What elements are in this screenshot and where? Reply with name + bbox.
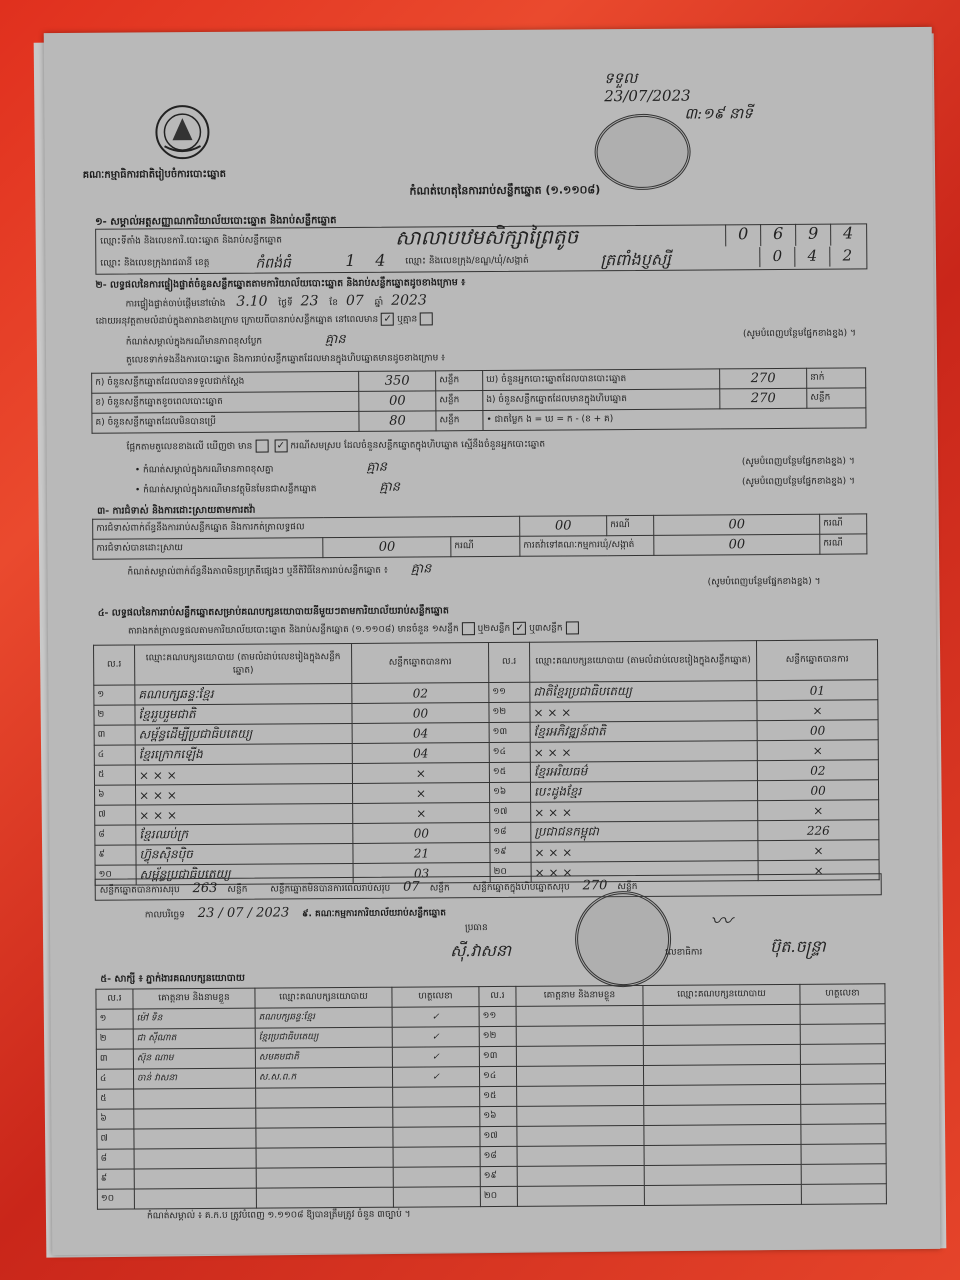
table-cell: ៦: [97, 1109, 134, 1129]
table-cell: × × ×: [531, 841, 758, 863]
table-cell: ១៩: [490, 842, 531, 862]
table-cell: ហ៊្វុនស៊ិនប៉ិច: [136, 843, 353, 865]
table-cell: [801, 1164, 886, 1185]
table-cell: គណបក្សឆន្ទៈខ្មែរ: [255, 1007, 392, 1028]
table-cell: ប្រជាជនកម្ពុជា: [531, 821, 758, 843]
table-cell: [256, 1187, 393, 1208]
table-cell: សម្ព័ន្ធប្រជាធិបតេយ្យ: [136, 863, 353, 885]
table-cell: [134, 1188, 256, 1209]
table-cell: ខ្មែររួបរួមជាតិ: [135, 703, 352, 725]
table-cell: ៧: [97, 1129, 134, 1149]
figures-row: គ) ចំនួនសន្លឹកឆ្នោតដែលមិនបានប្រើ 80 សន្លឹក • ជាតម្លៃក ង = ឃ = ក - (ខ + គ): [92, 408, 866, 433]
table-cell: ៨: [95, 825, 136, 845]
village-digit-2: 4: [375, 250, 386, 270]
table-cell: [516, 1005, 643, 1026]
table-cell: [256, 1147, 393, 1168]
table-cell: [801, 1184, 886, 1205]
table-cell: ១០: [97, 1189, 134, 1209]
section3-title: ៣- ការជំទាស់ និងការដោះស្រាយតាមការតវ៉ា: [97, 504, 256, 517]
table-cell: ១១: [479, 1006, 516, 1026]
table-cell: ជា ស៊ីណាត: [133, 1028, 255, 1049]
table-cell: 00: [353, 823, 490, 844]
table-cell: [393, 1147, 480, 1168]
station-value: សាលាបឋមសិក្សាព្រៃតូច: [395, 224, 579, 250]
table-cell: [516, 1045, 643, 1066]
figures-result-line: ផ្អែកតាមតួលេខខាងលើ ឃើញថា មាន ✓ ករណីសមស្រប ដែលចំនួនសន្លឹកឆ្នោតក្នុងហិបឆ្នោត ស្មើនឹងចំនួនអ្នកបោះឆ្នោត: [126, 439, 546, 453]
table-cell: ១៥: [480, 1086, 517, 1106]
table-cell: [801, 1104, 886, 1125]
table-cell: [134, 1148, 256, 1169]
table-cell: ២០: [490, 862, 531, 882]
table-cell: ១: [94, 685, 135, 705]
table-cell: 00: [352, 703, 489, 724]
table-cell: 01: [757, 680, 878, 701]
table-cell: [393, 1087, 480, 1108]
foreign-object-note: • កំណត់សម្គាល់ក្នុងករណីមានវត្ថុមិនមែនជាសន្លឹកឆ្នោត គ្មាន (សូមបំពេញបន្ថែមផ្នែកខាងខ្នង) ។: [134, 476, 855, 496]
election-form-sheet: [44, 27, 941, 1255]
table-cell: ៥: [97, 1089, 134, 1109]
count-start-line: ការផ្ទៀងផ្ទាត់ចាប់ផ្តើមនៅម៉ោង 3.10 ថ្ងៃទី 23 ខែ 07 ឆ្នាំ 2023: [125, 292, 427, 310]
table-cell: [517, 1185, 644, 1206]
table-cell: ×: [352, 783, 489, 804]
commune-label: ឈ្មោះ និងលេខក្រុង/ខណ្ឌ/ឃុំ/សង្កាត់: [405, 255, 529, 267]
secretary-name: ប៊ុត.ចន្ទ្រា: [770, 936, 826, 957]
has-checkbox[interactable]: ✓: [381, 313, 394, 326]
table-cell: សម្ព័ន្ធដើម្បីប្រជាធិបតេយ្យ: [135, 723, 352, 745]
table-cell: ខ្មែរក្រោកឡើង: [135, 743, 352, 765]
section4-subtitle: តារាងកត់ត្រាលទ្ធផលតាមការិយាល័យបោះឆ្នោត និងរាប់សន្លឹកឆ្នោត (១.១១០៨) មានចំនួន ១សន្លឹក ឬ២សន្លឹក ✓ ឬ៣សន្លឹក: [128, 621, 582, 638]
table-cell: ១៦: [480, 1106, 517, 1126]
receipt-note: ទទួល 23/07/2023 ៣:១៩ នាទី: [604, 68, 753, 123]
discrepancy-note: កំណត់សម្គាល់ក្នុងករណីមានភាពខុសប្លែក គ្មាន (សូមបំពេញបន្ថែមផ្នែកខាងខ្នង) ។: [125, 328, 856, 348]
committee-seal-icon: [575, 891, 672, 988]
table-cell: ១៨: [480, 1146, 517, 1166]
table-cell: [134, 1088, 256, 1109]
form-title: កំណត់ហេតុនៃការរាប់សន្លឹកឆ្នោត (១.១១០៨): [409, 183, 601, 198]
table-cell: × × ×: [531, 801, 758, 823]
figures-table: [91, 367, 866, 433]
table-cell: ខ្មែរអរិយធម៌: [530, 761, 757, 783]
table-cell: បេះដូងខ្មែរ: [530, 781, 757, 803]
secretary-label: លេខាធិការ: [665, 947, 703, 958]
table-cell: [644, 1104, 801, 1125]
org-name: គណៈកម្មាធិការជាតិរៀបចំការបោះឆ្នោត: [82, 168, 227, 181]
chair-label: ប្រធាន: [464, 923, 488, 934]
table-cell: [256, 1107, 393, 1128]
totals-line: សន្លឹកឆ្នោតបានការសរុប 263 សន្លឹក សន្លឹកឆ្នោតមិនបានការពេលរាប់សរុប 07 សន្លឹក សន្លឹកឆ្នោតក្នុងហិបឆ្នោតសរុប 270 សន្លឹក: [95, 873, 882, 900]
section4-title: ៤- លទ្ធផលនៃការរាប់សន្លឹកឆ្នោតសម្រាប់គណបក្សនយោបាយនីមួយៗតាមការិយាល័យរាប់សន្លឹកឆ្នោត: [97, 605, 449, 619]
table-cell: [643, 1004, 800, 1025]
table-cell: ×: [757, 700, 878, 721]
table-cell: ២: [94, 705, 135, 725]
table-cell: ×: [758, 800, 879, 821]
table-cell: 04: [352, 723, 489, 744]
table-cell: ×: [353, 803, 490, 824]
table-cell: ១៨: [490, 822, 531, 842]
table-cell: × × ×: [135, 783, 352, 805]
table-cell: ខ្មែរឈប់ក្រ: [136, 823, 353, 845]
table-cell: ជាតិខ្មែរប្រជាធិបតេយ្យ: [530, 681, 757, 703]
table-cell: 00: [757, 780, 878, 801]
none-checkbox[interactable]: [420, 312, 433, 325]
table-cell: ✓: [392, 1067, 479, 1088]
village-digit-1: 1: [345, 250, 356, 271]
table-cell: ខ្មែរប្រជាធិបតេយ្យ: [255, 1027, 392, 1048]
table-cell: ×: [758, 860, 879, 881]
section1-title: ១- សម្គាល់អត្តសញ្ញាណការិយាល័យបោះឆ្នោត និងរាប់សន្លឹកឆ្នោត: [95, 215, 337, 228]
village-value: កំពង់ធំ: [255, 255, 291, 272]
table-cell: [801, 1124, 886, 1145]
objections-fill-hint: (សូមបំពេញបន្ថែមផ្នែកខាងខ្នង) ។: [707, 576, 821, 588]
table-cell: [393, 1167, 480, 1188]
table-cell: × × ×: [135, 763, 352, 785]
table-cell: ៩: [95, 845, 136, 865]
village-label: ឈ្មោះ និងលេខក្រុងរាជធានី ខេត្ត: [100, 257, 210, 269]
objections-note: កំណត់សម្គាល់ពាក់ព័ន្ធនឹងភាពមិនប្រក្រតីផ្សេងៗ ឬនីតិវិធីនៃការរាប់សន្លឹកឆ្នោត ៖ គ្មាន: [127, 561, 432, 578]
table-cell: [517, 1125, 644, 1146]
table-cell: × × ×: [531, 861, 758, 883]
table-cell: ម៉ៅ ទិន: [133, 1008, 255, 1029]
table-cell: ×: [757, 740, 878, 761]
table-cell: ១៧: [490, 802, 531, 822]
table-cell: [800, 1004, 885, 1025]
section2-title: ២- លទ្ធផលនៃការផ្ទៀងផ្ទាត់ចំនួនសន្លឹកឆ្នោតតាមការិយាល័យបោះឆ្នោត និងរាប់សន្លឹកឆ្នោតដូចខាងក្រោម ៖: [95, 277, 466, 291]
table-cell: [256, 1087, 393, 1108]
table-cell: 04: [352, 743, 489, 764]
table-cell: [644, 1124, 801, 1145]
figures-row: ក) ចំនួនសន្លឹកឆ្នោតដែលបានទទួលជាក់ស្តែង 350 សន្លឹក ឃ) ចំនួនអ្នកបោះឆ្នោតដែលបានបោះឆ្នោត 270 នាក់: [92, 368, 866, 393]
objections-table: ការជំទាស់ពាក់ព័ន្ធនឹងការរាប់សន្លឹកឆ្នោត និងការកត់ត្រាលទ្ធផល 00 ករណី 00 ករណី ការជំទាស់បានដោះស្រាយ 00 ករណី ការតវ៉ាទៅគណៈកម្មការឃុំ/សង្កាត់ 00 ករណី: [92, 513, 867, 559]
table-cell: ខ្មែរអភិវឌ្ឍន៍ជាតិ: [530, 721, 757, 743]
date-line: កាលបរិច្ឆេទ 23 / 07 / 2023 ៩. គណៈកម្មការការិយាល័យរាប់សន្លឹកឆ្នោត: [144, 905, 446, 922]
table-cell: [644, 1144, 801, 1165]
table-cell: 02: [757, 760, 878, 781]
table-cell: [393, 1187, 480, 1208]
table-cell: ១១: [489, 682, 530, 702]
table-cell: ១៣: [489, 722, 530, 742]
table-cell: [517, 1105, 644, 1126]
table-cell: [516, 1065, 643, 1086]
witness-table: ល.រ គោត្តនាម និងនាមខ្លួន ឈ្មោះគណបក្សនយោបាយ ហត្ថលេខា ល.រ គោត្តនាម និងនាមខ្លួន ឈ្មោះគណបក្សនយោបាយ ហត្ថលេខា ១ ម៉ៅ ទិន គណបក្សឆន្ទៈខ្មែរ ✓ ១១ ២ ជា ស៊ីណាត ខ្មែរប្រជាធិបតេយ្យ ✓ ១២ ៣ ស៊ុន ណាម សមគមជាតិ ✓ ១៣ ៤ ចាន់ វាសនា ស.ស.ព.ក ✓ ១៤ ៥ ១៥ ៦ ១៦ ៧ ១៧ ៨ ១៨ ៩ ១៩ ១០ ២០: [95, 983, 887, 1210]
section5-title: ៥- សាក្សី ៖ ភ្នាក់ងារគណបក្សនយោបាយ: [100, 972, 245, 985]
table-cell: [517, 1165, 644, 1186]
count-sentence: ដោយអនុវត្តតាមលំដាប់ក្នុងតារាងខាងក្រោម ក្រោយពីបានរាប់សន្លឹកឆ្នោត នៅពេលមាន ✓ ឬគ្មាន: [96, 312, 437, 328]
table-cell: [134, 1168, 256, 1189]
table-cell: [393, 1107, 480, 1128]
receipt-seal-icon: [594, 114, 691, 191]
signature-mark-icon: 〰: [709, 909, 733, 935]
table-cell: ៦: [94, 785, 135, 805]
table-cell: [643, 1024, 800, 1045]
table-cell: ១: [96, 1009, 133, 1029]
table-cell: [134, 1128, 256, 1149]
table-cell: [134, 1108, 256, 1129]
table-cell: 03: [353, 863, 490, 884]
table-cell: ១២: [489, 702, 530, 722]
table-row: [97, 1184, 886, 1210]
table-cell: [256, 1127, 393, 1148]
commune-value: ត្រពាំងប្ញស្សី: [600, 249, 671, 270]
table-cell: ១៤: [479, 1066, 516, 1086]
table-cell: [516, 1025, 643, 1046]
table-cell: ១៤: [489, 742, 530, 762]
table-cell: [517, 1085, 644, 1106]
table-cell: [800, 1044, 885, 1065]
table-cell: [393, 1127, 480, 1148]
table-cell: ស.ស.ព.ក: [255, 1067, 392, 1088]
table-cell: ×: [758, 840, 879, 861]
table-cell: ១២: [479, 1026, 516, 1046]
table-cell: ៩: [97, 1169, 134, 1189]
table-cell: ១៣: [479, 1046, 516, 1066]
table-cell: [256, 1167, 393, 1188]
table-cell: × × ×: [136, 803, 353, 825]
table-cell: ១៩: [480, 1166, 517, 1186]
table-cell: ៧: [95, 805, 136, 825]
table-cell: ៣: [96, 1049, 133, 1069]
station-digit-boxes-2: 0 4 2: [759, 246, 864, 267]
table-cell: 226: [758, 820, 879, 841]
difference-note: • កំណត់សម្គាល់ក្នុងករណីមានភាពខុសគ្នា គ្មាន (សូមបំពេញបន្ថែមផ្នែកខាងខ្នង) ។: [134, 456, 855, 476]
table-cell: ×: [352, 763, 489, 784]
table-cell: ៤: [94, 745, 135, 765]
table-cell: ១៦: [489, 782, 530, 802]
footer-note: កំណត់សម្គាល់ ៖ គ.ក.ប ត្រូវបំពេញ ១.១១០៨ ឱ្យបានត្រឹមត្រូវ ចំនួន ៣ច្បាប់ ។: [146, 1209, 411, 1222]
table-cell: [800, 1024, 885, 1045]
table-cell: ៣: [94, 725, 135, 745]
table-cell: [800, 1064, 885, 1085]
table-cell: ១៧: [480, 1126, 517, 1146]
station-digit-boxes: 0 6 9 4: [725, 223, 865, 246]
figures-intro: តួលេខទាក់ទងនឹងការបោះឆ្នោត និងការរាប់សន្លឹកឆ្នោតដែលមានក្នុងហិបឆ្នោតមានដូចខាងក្រោម ៖: [125, 353, 446, 366]
chair-name: ស៊ី.វាសនា: [450, 940, 512, 961]
table-cell: ✓: [392, 1007, 479, 1028]
table-cell: ៥: [94, 765, 135, 785]
table-cell: សមគមជាតិ: [255, 1047, 392, 1068]
table-cell: គណបក្សឆន្ទៈខ្មែរ: [135, 683, 352, 705]
table-cell: 02: [352, 683, 489, 704]
table-cell: ✓: [392, 1027, 479, 1048]
table-cell: [517, 1145, 644, 1166]
table-cell: [801, 1084, 886, 1105]
table-cell: [801, 1144, 886, 1165]
table-cell: [644, 1184, 801, 1205]
table-cell: ស៊ុន ណាម: [133, 1048, 255, 1069]
table-cell: ចាន់ វាសនា: [133, 1068, 255, 1089]
table-cell: 21: [353, 843, 490, 864]
table-cell: × × ×: [530, 701, 757, 723]
table-cell: ២: [96, 1029, 133, 1049]
table-cell: × × ×: [530, 741, 757, 763]
table-cell: ២០: [480, 1186, 517, 1206]
table-cell: [643, 1064, 800, 1085]
results-table: ល.រ ឈ្មោះគណបក្សនយោបាយ (តាមលំដាប់លេខរៀងក្នុងសន្លឹកឆ្នោត) សន្លឹកឆ្នោតបានការ ល.រ ឈ្មោះគណបក្សនយោបាយ (តាមលំដាប់លេខរៀងក្នុងសន្លឹកឆ្នោត) សន្លឹកឆ្នោតបានការ ១ គណបក្សឆន្ទៈខ្មែរ 02 ១១ ជាតិខ្មែរប្រជាធិបតេយ្យ 01 ២ ខ្មែររួបរួមជាតិ 00 ១២ × × × × ៣ សម្ព័ន្ធដើម្បីប្រជាធិបតេយ្យ 04 ១៣ ខ្មែរអភិវឌ្ឍន៍ជាតិ 00 ៤ ខ្មែរក្រោកឡើង 04 ១៤ × × × × ៥ × × × × ១៥ ខ្មែរអរិយធម៌ 02 ៦ × × × × ១៦ បេះដូងខ្មែរ 00 ៧ × × × × ១៧ × × × × ៨ ខ្មែរឈប់ក្រ 00 ១៨ ប្រជាជនកម្ពុជា 226 ៩ ហ៊្វុនស៊ិនប៉ិច 21 ១៩ × × × × ១០ សម្ព័ន្ធប្រជាធិបតេយ្យ 03 ២០ × × × ×: [93, 639, 880, 885]
table-cell: ១៥: [489, 762, 530, 782]
table-cell: [643, 1044, 800, 1065]
table-cell: ៨: [97, 1149, 134, 1169]
table-cell: 00: [757, 720, 878, 741]
emblem-icon: [154, 104, 210, 160]
table-cell: ៤: [96, 1069, 133, 1089]
table-cell: ✓: [392, 1047, 479, 1068]
figures-row: ខ) ចំនួនសន្លឹកឆ្នោតខូចពេលបោះឆ្នោត 00 សន្លឹក ង) ចំនួនសន្លឹកឆ្នោតដែលមានក្នុងហិបឆ្នោត 270 សន្លឹក: [92, 388, 866, 413]
table-cell: ១០: [95, 865, 136, 885]
table-cell: [644, 1164, 801, 1185]
station-label: ឈ្មោះទីតាំង និងលេខការិ.បោះឆ្នោត និងរាប់សន្លឹកឆ្នោត: [100, 235, 282, 247]
table-cell: [644, 1084, 801, 1105]
